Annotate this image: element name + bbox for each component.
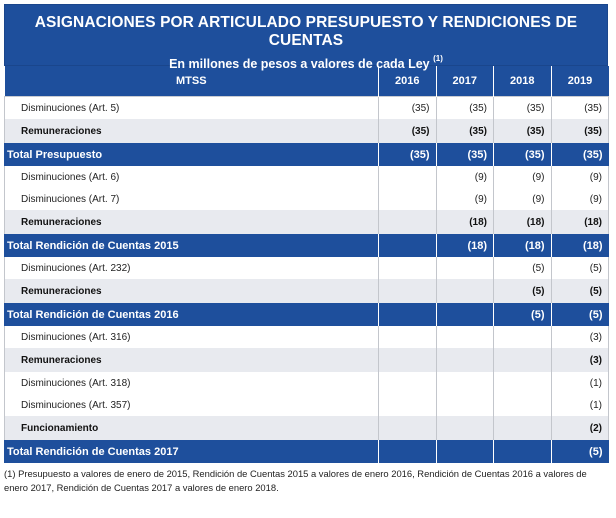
cell-value bbox=[494, 416, 552, 440]
total-row bbox=[5, 143, 609, 166]
row-label: Disminuciones (Art. 357) bbox=[5, 394, 379, 416]
cell-value bbox=[494, 440, 552, 463]
cell-value: (9) bbox=[494, 166, 552, 188]
cell-value: (9) bbox=[436, 188, 494, 210]
budget-table-panel bbox=[4, 4, 608, 495]
cell-value bbox=[436, 440, 494, 463]
row-label: Disminuciones (Art. 7) bbox=[5, 188, 379, 210]
cell-value bbox=[379, 279, 437, 303]
cell-value: (35) bbox=[436, 119, 494, 143]
cell-value: (35) bbox=[494, 97, 552, 120]
cell-value: (35) bbox=[436, 97, 494, 120]
cell-value bbox=[436, 372, 494, 394]
row-label: Disminuciones (Art. 318) bbox=[5, 372, 379, 394]
table-row bbox=[5, 326, 609, 348]
cell-value: (5) bbox=[551, 303, 609, 326]
subtotal-row bbox=[5, 210, 609, 234]
cell-value bbox=[379, 416, 437, 440]
cell-value: (5) bbox=[494, 257, 552, 279]
cell-value bbox=[436, 416, 494, 440]
cell-value bbox=[494, 394, 552, 416]
cell-value bbox=[379, 234, 437, 257]
cell-value: (5) bbox=[494, 303, 552, 326]
cell-value: (18) bbox=[494, 234, 552, 257]
cell-value: (35) bbox=[551, 143, 609, 166]
cell-value: (5) bbox=[494, 279, 552, 303]
cell-value bbox=[379, 326, 437, 348]
cell-value bbox=[379, 348, 437, 372]
row-label: Remuneraciones bbox=[5, 348, 379, 372]
row-label: Disminuciones (Art. 5) bbox=[5, 97, 379, 120]
cell-value bbox=[436, 394, 494, 416]
cell-value: (1) bbox=[551, 394, 609, 416]
row-label: Total Rendición de Cuentas 2017 bbox=[5, 440, 379, 463]
cell-value bbox=[494, 326, 552, 348]
total-row bbox=[5, 440, 609, 463]
cell-value bbox=[379, 166, 437, 188]
cell-value: (35) bbox=[379, 143, 437, 166]
table-row bbox=[5, 394, 609, 416]
cell-value: (5) bbox=[551, 279, 609, 303]
cell-value bbox=[379, 440, 437, 463]
cell-value: (18) bbox=[436, 210, 494, 234]
cell-value bbox=[494, 348, 552, 372]
cell-value: (9) bbox=[436, 166, 494, 188]
header-label: MTSS bbox=[5, 66, 379, 97]
cell-value bbox=[494, 372, 552, 394]
table-row bbox=[5, 188, 609, 210]
cell-value bbox=[379, 394, 437, 416]
cell-value: (35) bbox=[379, 97, 437, 120]
cell-value: (2) bbox=[551, 416, 609, 440]
cell-value: (3) bbox=[551, 326, 609, 348]
subtotal-row bbox=[5, 119, 609, 143]
cell-value bbox=[436, 348, 494, 372]
cell-value: (35) bbox=[379, 119, 437, 143]
footnote: (1) Presupuesto a valores de enero de 2015, Rendición de Cuentas 2015 a valores de enero 2016, Rendición de Cuentas 2016 a valores de enero 2017, Rendición de Cuentas 2017 a valores de enero 2018. bbox=[4, 468, 587, 493]
cell-value: (35) bbox=[551, 119, 609, 143]
cell-value: (3) bbox=[551, 348, 609, 372]
cell-value: (9) bbox=[551, 166, 609, 188]
table-row bbox=[5, 372, 609, 394]
row-label: Remuneraciones bbox=[5, 210, 379, 234]
table-row bbox=[5, 166, 609, 188]
budget-table bbox=[4, 66, 609, 463]
header-year: 2019 bbox=[551, 66, 609, 97]
table-row bbox=[5, 97, 609, 120]
cell-value: (35) bbox=[551, 97, 609, 120]
cell-value bbox=[379, 257, 437, 279]
cell-value bbox=[436, 279, 494, 303]
cell-value: (18) bbox=[436, 234, 494, 257]
row-label: Funcionamiento bbox=[5, 416, 379, 440]
table-row bbox=[5, 257, 609, 279]
header-year: 2017 bbox=[436, 66, 494, 97]
cell-value bbox=[379, 303, 437, 326]
table-title-block bbox=[4, 4, 608, 72]
row-label: Total Rendición de Cuentas 2016 bbox=[5, 303, 379, 326]
row-label: Remuneraciones bbox=[5, 119, 379, 143]
table-title: ASIGNACIONES POR ARTICULADO PRESUPUESTO Y RENDICIONES DE CUENTAS bbox=[34, 14, 578, 49]
row-label: Disminuciones (Art. 6) bbox=[5, 166, 379, 188]
row-label: Remuneraciones bbox=[5, 279, 379, 303]
subtotal-row bbox=[5, 279, 609, 303]
cell-value: (35) bbox=[494, 119, 552, 143]
cell-value: (9) bbox=[551, 188, 609, 210]
row-label: Disminuciones (Art. 316) bbox=[5, 326, 379, 348]
subtotal-row bbox=[5, 416, 609, 440]
row-label: Total Rendición de Cuentas 2015 bbox=[5, 234, 379, 257]
cell-value: (1) bbox=[551, 372, 609, 394]
cell-value: (5) bbox=[551, 440, 609, 463]
cell-value: (18) bbox=[494, 210, 552, 234]
cell-value bbox=[436, 303, 494, 326]
cell-value: (9) bbox=[494, 188, 552, 210]
table-body bbox=[5, 97, 609, 464]
subtitle-text: En millones de pesos a valores de cada Ley bbox=[169, 57, 430, 72]
row-label: Total Presupuesto bbox=[5, 143, 379, 166]
cell-value bbox=[379, 188, 437, 210]
cell-value: (35) bbox=[494, 143, 552, 166]
subtotal-row bbox=[5, 348, 609, 372]
cell-value bbox=[436, 257, 494, 279]
row-label: Disminuciones (Art. 232) bbox=[5, 257, 379, 279]
cell-value bbox=[379, 372, 437, 394]
cell-value: (18) bbox=[551, 210, 609, 234]
total-row bbox=[5, 234, 609, 257]
cell-value: (18) bbox=[551, 234, 609, 257]
subtitle-note-marker: (1) bbox=[433, 54, 443, 63]
header-year: 2018 bbox=[494, 66, 552, 97]
total-row bbox=[5, 303, 609, 326]
cell-value: (35) bbox=[436, 143, 494, 166]
cell-value bbox=[379, 210, 437, 234]
cell-value: (5) bbox=[551, 257, 609, 279]
cell-value bbox=[436, 326, 494, 348]
header-year: 2016 bbox=[379, 66, 437, 97]
